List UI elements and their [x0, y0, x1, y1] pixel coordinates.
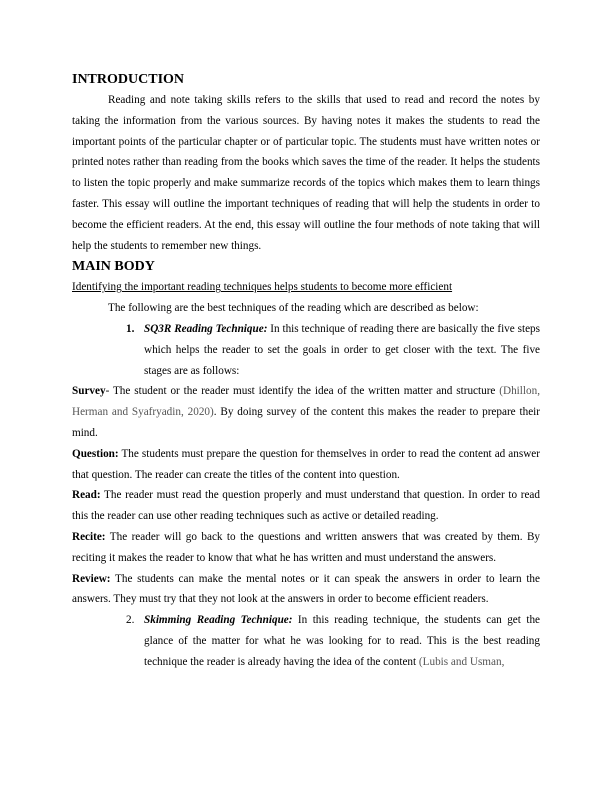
document-page	[72, 72, 540, 673]
read-text: The reader must read the question properly and must understand that question. In order to read this the reader can use other reading techniques such as active or detailed reading.	[72, 489, 540, 523]
intro-paragraph: Reading and note taking skills refers to the skills that used to read and record the notes by taking the information from the various sources. By having notes it makes the students to read the important points of the particular chapter or of particular topic. The students must have written notes or printed notes rather than reading from the books which saves the time of the reader. It helps the students to listen the topic properly and make summarize records of the topics which makes them to learn things faster. This essay will outline the important techniques of reading that will help the students in order to become the efficient readers. At the end, this essay will outline the four methods of note taking that will help the students to remember new things.	[72, 94, 540, 252]
review-text: The students can make the mental notes or it can speak the answers in order to learn the answers. They must try that they not look at the answers in order to become efficient readers.	[72, 572, 540, 606]
read-label: Read:	[72, 489, 101, 502]
citation: (Lubis and Usman,	[418, 655, 505, 668]
survey-text: - The student or the reader must identify the idea of the written matter and structure	[105, 385, 500, 398]
section-subheading: Identifying the important reading techniques helps students to become more efficient	[72, 281, 453, 294]
technique-text: In this reading technique, the students can get the glance of the matter for what he was looking for to read. This is the best reading technique the reader is already having the idea of the content	[144, 614, 540, 668]
review-paragraph	[72, 569, 540, 611]
main-body-heading: MAIN BODY	[72, 259, 155, 275]
recite-paragraph	[72, 527, 540, 569]
question-text: The students must prepare the question for themselves in order to read the content ad answer that question. The reader can create the titles of the content into question.	[72, 447, 540, 481]
recite-label: Recite:	[72, 530, 106, 543]
survey-text-end: . By doing survey of the content this makes the reader to prepare their mind.	[72, 406, 540, 439]
technique-title: Skimming Reading Technique:	[144, 614, 293, 627]
question-label: Question:	[72, 447, 119, 460]
list-item-skimming	[72, 610, 540, 672]
intro-heading: INTRODUCTION	[72, 72, 185, 87]
survey-paragraph	[72, 381, 540, 443]
review-label: Review:	[72, 572, 111, 585]
technique-title: SQ3R Reading Technique:	[144, 322, 268, 335]
technique-text: In this technique of reading there are basically the five steps which helps the reader to set the goals in order to get closer with the text. The five stages are as follows:	[144, 322, 540, 377]
citation: (Dhillon, Herman and Syafryadin, 2020)	[72, 385, 540, 419]
list-item-sq3r	[72, 319, 540, 381]
read-paragraph	[72, 485, 540, 527]
list-number: 2.	[126, 614, 135, 627]
techniques-lead: The following are the best techniques of the reading which are described as below:	[108, 302, 479, 315]
recite-text: The reader will go back to the questions and written answers that was created by them. By reciting it makes the reader to know that what he has written and must understand the answers.	[72, 530, 540, 564]
list-number: 1.	[126, 322, 135, 335]
question-paragraph	[72, 444, 540, 486]
survey-label: Survey	[72, 385, 106, 398]
